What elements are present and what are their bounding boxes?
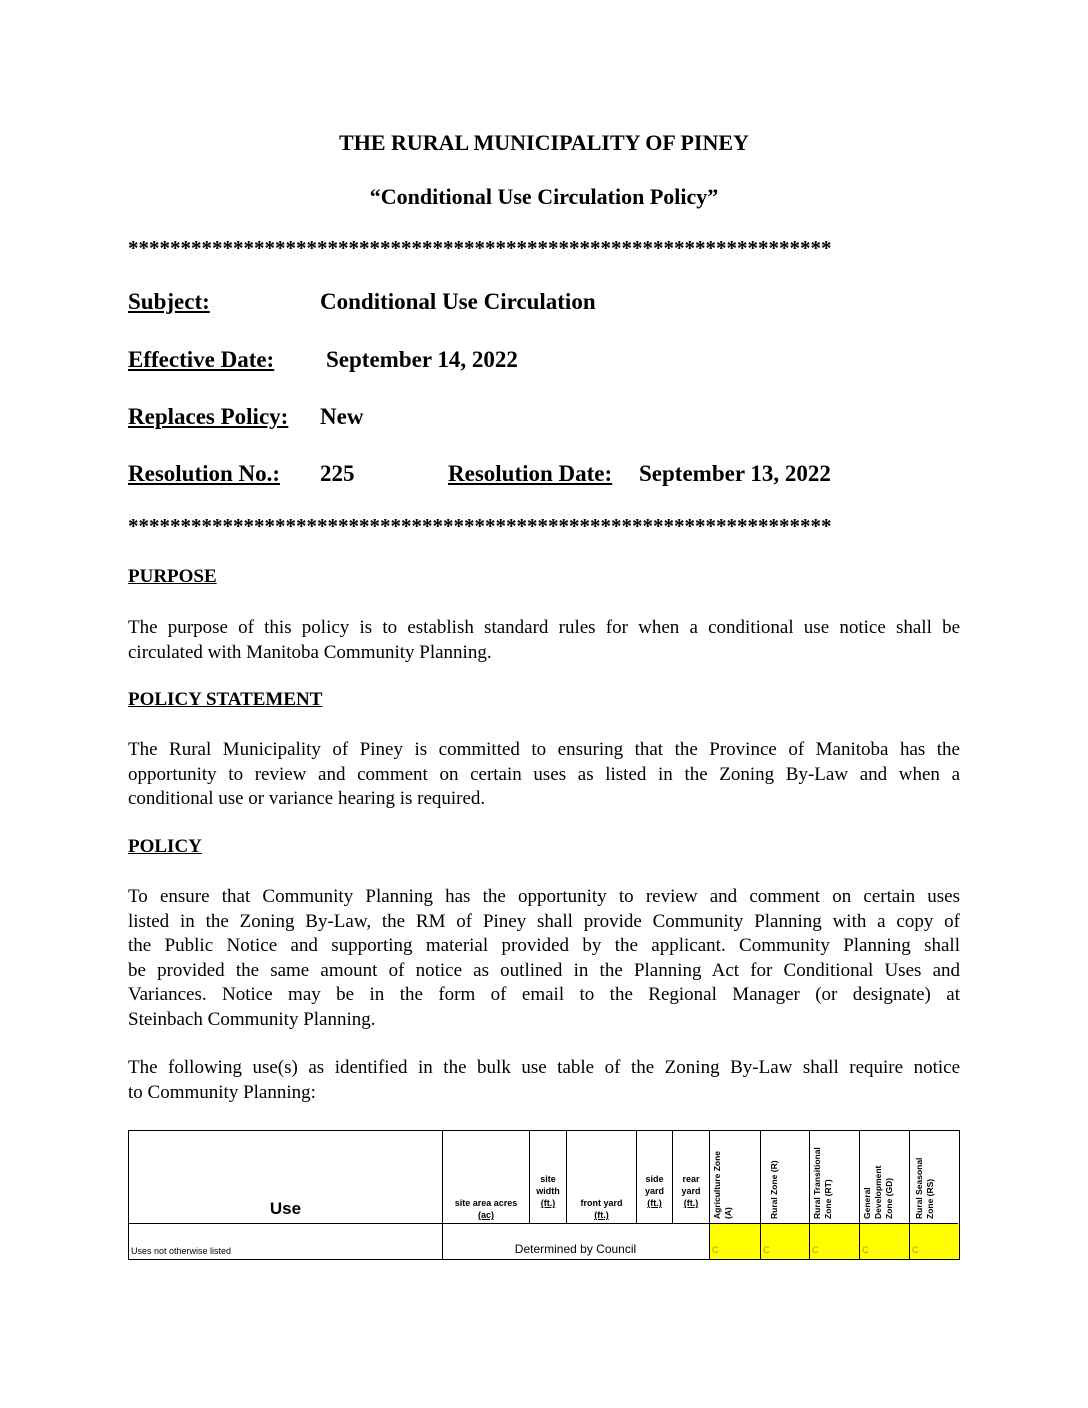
header-line: (ft.) (647, 1198, 662, 1208)
table-divider (760, 1131, 761, 1259)
effective-date-label: Effective Date: (128, 347, 275, 372)
subject-label: Subject: (128, 289, 210, 314)
resolution-no-label: Resolution No.: (128, 461, 281, 486)
replaces-policy-label: Replaces Policy: (128, 404, 289, 429)
header-line: Agriculture Zone (712, 1150, 722, 1219)
bulk-use-table (128, 1130, 960, 1260)
paragraph-line: Steinbach Community Planning. (128, 1008, 376, 1030)
header-line: Zone (RT) (823, 1179, 833, 1219)
use-column-header: Use (269, 1199, 302, 1218)
following-paragraph (128, 1056, 960, 1105)
header-line: Rural Transitional (812, 1147, 822, 1219)
header-line: side (645, 1174, 664, 1184)
paragraph-line: circulated with Manitoba Community Planning. (128, 641, 492, 663)
header-line: (ft.) (594, 1210, 609, 1220)
paragraph-line: the Public Notice and supporting material provided by the applicant. Community Planning shall (128, 935, 960, 956)
table-header-rule (129, 1223, 958, 1224)
replaces-policy-value: New (320, 404, 364, 429)
rear-yard-header (673, 1173, 709, 1209)
paragraph-line: The purpose of this policy is to establish standard rules for when a conditional use notice shall be (128, 617, 960, 638)
side-yard-header (637, 1173, 672, 1209)
zone-header-general-development (862, 1166, 895, 1219)
header-line: width (536, 1186, 560, 1196)
paragraph-line: Variances. Notice may be in the form of email to the Regional Manager (or designate) at (128, 984, 960, 1005)
purpose-heading: PURPOSE (128, 566, 217, 587)
zone-value-rural: C (763, 1245, 770, 1255)
header-line: yard (681, 1186, 701, 1196)
divider-stars-bottom: ******************************************************************* (128, 514, 832, 538)
table-divider (709, 1131, 710, 1259)
table-divider (809, 1131, 810, 1259)
header-line: Zone (GD) (884, 1177, 894, 1219)
paragraph-line: conditional use or variance hearing is required. (128, 788, 486, 809)
purpose-paragraph (128, 616, 960, 665)
divider-stars-top: ******************************************************************* (128, 236, 832, 260)
zone-value-general-development: C (862, 1245, 869, 1255)
paragraph-line: be provided the same amount of notice as outlined in the Planning Act for Conditional Uses and (128, 959, 960, 981)
zone-value-rural-seasonal: C (912, 1245, 919, 1255)
zone-header-rural-seasonal (914, 1158, 936, 1219)
paragraph-line: To ensure that Community Planning has the opportunity to review and comment on certain uses (128, 886, 960, 907)
policy-paragraph (128, 885, 960, 1032)
resolution-date-label: Resolution Date: (448, 461, 613, 486)
header-line: Zone (RS) (925, 1178, 935, 1219)
policy-heading: POLICY (128, 836, 202, 857)
front-yard-header (567, 1197, 636, 1221)
zone-cells-highlight (709, 1224, 959, 1259)
zone-value-rural-transitional: C (812, 1245, 819, 1255)
header-line: site (540, 1174, 556, 1184)
zone-header-rural (769, 1160, 780, 1219)
header-line: (A) (723, 1207, 733, 1219)
subject-value: Conditional Use Circulation (320, 289, 596, 314)
header-line: rear (682, 1174, 700, 1184)
zone-header-agriculture (712, 1151, 734, 1219)
table-divider (909, 1131, 910, 1259)
header-line: Rural Zone (R) (769, 1160, 779, 1219)
site-area-header (447, 1197, 525, 1221)
header-line: site area acres (454, 1198, 518, 1208)
policy-statement-paragraph (128, 738, 960, 812)
policy-statement-heading: POLICY STATEMENT (128, 689, 323, 710)
zone-value-agriculture: C (712, 1245, 719, 1255)
header-line: (ft.) (540, 1198, 556, 1208)
paragraph-line: The Rural Municipality of Piney is committed to ensuring that the Province of Manitoba has the (128, 739, 960, 760)
paragraph-line: The following use(s) as identified in the bulk use table of the Zoning By-Law shall require notice (128, 1057, 960, 1078)
header-line: (ac) (477, 1210, 494, 1220)
table-divider (859, 1131, 860, 1259)
resolution-date-value: September 13, 2022 (639, 461, 831, 486)
header-line: General (862, 1187, 872, 1219)
row-use-label: Uses not otherwise listed (131, 1246, 232, 1256)
row-determined-label: Determined by Council (514, 1242, 637, 1256)
paragraph-line: to Community Planning: (128, 1081, 316, 1103)
table-divider (442, 1131, 443, 1259)
header-line: front yard (580, 1198, 623, 1208)
zone-header-rural-transitional (812, 1147, 834, 1219)
header-line: Development (873, 1165, 883, 1219)
site-width-header (530, 1173, 566, 1209)
header-line: (ft.) (683, 1198, 699, 1208)
org-title: THE RURAL MUNICIPALITY OF PINEY (339, 130, 749, 155)
header-line: yard (644, 1186, 664, 1196)
policy-title: “Conditional Use Circulation Policy” (369, 184, 719, 209)
paragraph-line: listed in the Zoning By-Law, the RM of Piney shall provide Community Planning with a copy of (128, 910, 960, 932)
resolution-no-value: 225 (320, 461, 355, 486)
header-line: Rural Seasonal (914, 1157, 924, 1219)
paragraph-line: opportunity to review and comment on certain uses as listed in the Zoning By-Law and when a (128, 763, 960, 785)
effective-date-value: September 14, 2022 (326, 347, 518, 372)
